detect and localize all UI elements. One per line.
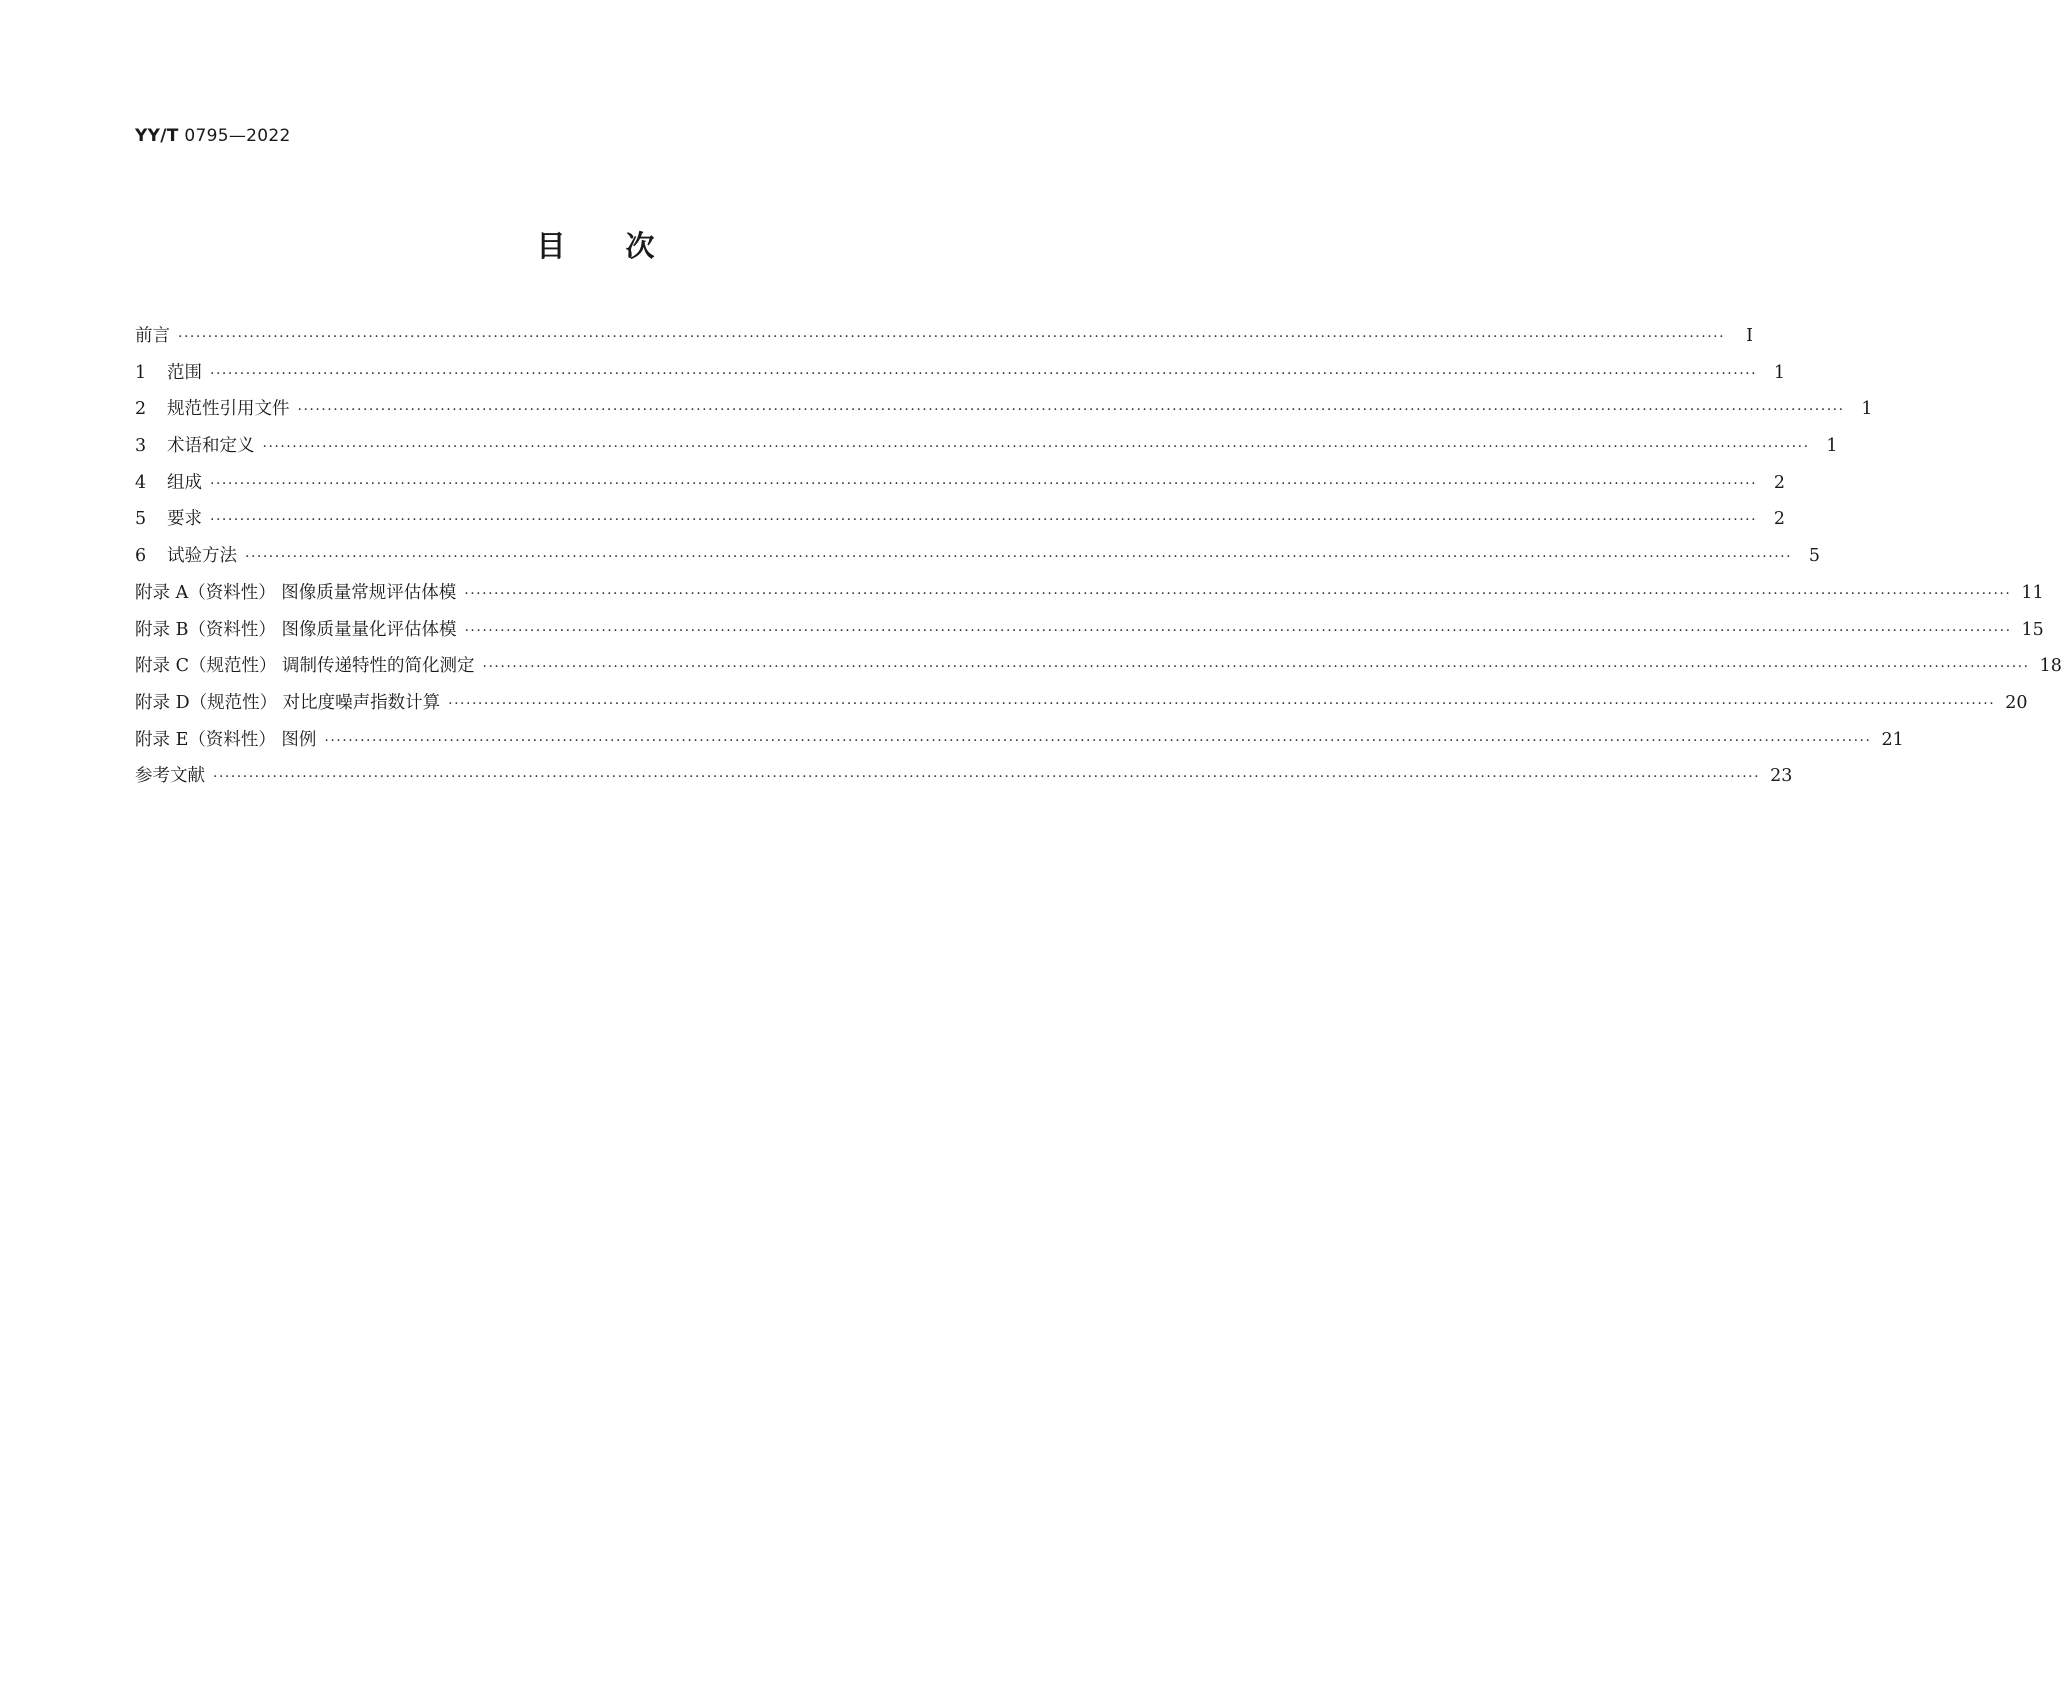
toc-entry-label bbox=[135, 726, 316, 751]
toc-entry[interactable] bbox=[135, 542, 1821, 579]
toc-entry-title: 附录 E（资料性） 图例 bbox=[135, 729, 317, 750]
toc-entry[interactable] bbox=[135, 726, 1904, 763]
toc-entry-label bbox=[135, 432, 255, 457]
toc-entry-number: 1 bbox=[135, 362, 147, 383]
toc-entry-title: 前言 bbox=[135, 326, 170, 346]
toc-entry-label bbox=[135, 505, 202, 530]
toc-entry[interactable] bbox=[135, 505, 1786, 542]
toc-entry-title: 组成 bbox=[167, 472, 202, 493]
toc-entry-title: 规范性引用文件 bbox=[167, 399, 290, 420]
toc-entry-page: 23 bbox=[1770, 766, 1793, 787]
toc-entry-label bbox=[135, 689, 440, 714]
toc-entry-label bbox=[135, 579, 456, 604]
document-code-prefix: YY/T bbox=[135, 126, 179, 146]
toc-entry-number: 5 bbox=[135, 509, 147, 530]
toc-dot-leader: ···································································································································································································································································· bbox=[210, 475, 1758, 492]
toc-entry-page: 15 bbox=[2021, 619, 2044, 640]
toc-dot-leader: ···································································································································································································································································· bbox=[482, 659, 2030, 676]
toc-entry[interactable] bbox=[135, 652, 2062, 689]
toc-entry[interactable] bbox=[135, 616, 2044, 653]
toc-entry-page: 20 bbox=[2005, 692, 2028, 713]
toc-entry[interactable] bbox=[135, 579, 2044, 616]
toc-entry-label bbox=[135, 542, 237, 567]
toc-entry-page: 1 bbox=[1826, 436, 1838, 457]
toc-dot-leader: ···································································································································································································································································· bbox=[245, 549, 1793, 566]
toc-entry-page: 5 bbox=[1808, 546, 1821, 567]
toc-dot-leader: ···································································································································································································································································· bbox=[464, 585, 2012, 602]
toc-entry-label bbox=[135, 469, 202, 494]
toc-entry-title: 范围 bbox=[167, 362, 202, 383]
toc-entry[interactable] bbox=[135, 469, 1786, 506]
toc-entry-number: 4 bbox=[135, 472, 147, 493]
toc-entry[interactable] bbox=[135, 322, 1754, 359]
toc-entry-page: 11 bbox=[2021, 582, 2044, 603]
toc-entry-page: 21 bbox=[1881, 729, 1904, 750]
toc-entry-label bbox=[135, 652, 475, 677]
toc-dot-leader: ···································································································································································································································································· bbox=[324, 732, 1872, 749]
toc-entry-number: 3 bbox=[135, 436, 147, 457]
toc-dot-leader: ···································································································································································································································································· bbox=[464, 622, 2012, 639]
toc-dot-leader: ···································································································································································································································································· bbox=[448, 695, 1996, 712]
document-code bbox=[135, 126, 291, 146]
toc-entry[interactable] bbox=[135, 762, 1793, 799]
toc-dot-leader: ···································································································································································································································································· bbox=[213, 769, 1761, 786]
toc-entry-title: 参考文献 bbox=[135, 766, 205, 787]
document-code-number: 0795—2022 bbox=[184, 126, 291, 146]
toc-dot-leader: ···································································································································································································································································· bbox=[210, 512, 1758, 529]
toc-entry-page: 1 bbox=[1773, 362, 1786, 383]
toc-dot-leader: ···································································································································································································································································· bbox=[262, 439, 1810, 456]
toc-list bbox=[135, 322, 2062, 799]
toc-entry-page: 2 bbox=[1773, 472, 1786, 493]
toc-entry-label bbox=[135, 616, 456, 641]
toc-dot-leader: ···································································································································································································································································· bbox=[210, 365, 1758, 382]
toc-entry-page: 18 bbox=[2039, 656, 2062, 677]
toc-entry-title: 附录 B（资料性） 图像质量量化评估体模 bbox=[135, 619, 457, 640]
toc-entry-label bbox=[135, 359, 202, 384]
toc-entry-number: 2 bbox=[135, 399, 147, 420]
toc-entry[interactable] bbox=[135, 432, 1838, 469]
toc-entry[interactable] bbox=[135, 689, 2028, 726]
toc-entry-page: Ⅰ bbox=[1746, 326, 1754, 346]
toc-entry-title: 术语和定义 bbox=[167, 436, 255, 457]
toc-entry-label bbox=[135, 395, 290, 420]
toc-entry-number: 6 bbox=[135, 546, 147, 567]
toc-entry-title: 要求 bbox=[167, 509, 202, 530]
toc-entry-title: 附录 D（规范性） 对比度噪声指数计算 bbox=[135, 692, 441, 713]
toc-entry-title: 试验方法 bbox=[167, 546, 237, 567]
toc-dot-leader: ···································································································································································································································································· bbox=[297, 402, 1845, 419]
toc-entry-label bbox=[135, 762, 205, 787]
toc-entry[interactable] bbox=[135, 395, 1873, 432]
toc-dot-leader: ···································································································································································································································································· bbox=[178, 329, 1726, 345]
toc-title: 目 次 bbox=[536, 229, 655, 263]
toc-entry-label bbox=[135, 322, 170, 347]
toc-entry[interactable] bbox=[135, 359, 1786, 396]
toc-entry-page: 1 bbox=[1861, 399, 1873, 420]
toc-entry-title: 附录 C（规范性） 调制传递特性的简化测定 bbox=[135, 656, 475, 677]
toc-entry-page: 2 bbox=[1773, 509, 1786, 530]
toc-entry-title: 附录 A（资料性） 图像质量常规评估体模 bbox=[135, 582, 457, 603]
